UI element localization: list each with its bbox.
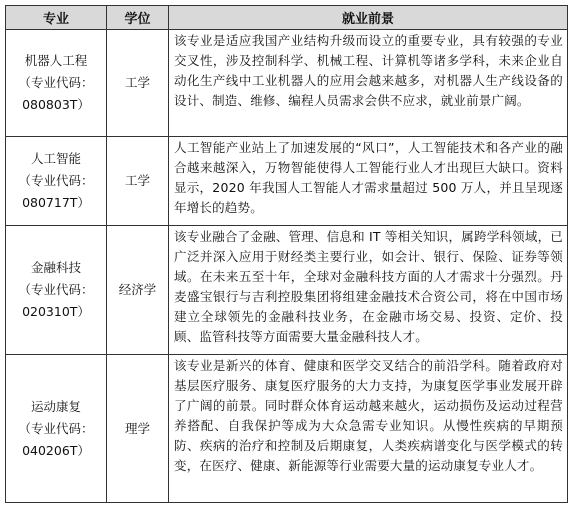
major-name: 运动康复 (30, 398, 81, 414)
major-code: 020310T） (22, 304, 90, 319)
table-row (6, 137, 568, 226)
header-degree: 学位 (107, 6, 169, 30)
table-row (6, 355, 568, 503)
table-row (6, 30, 568, 137)
major-code-label: （专业代码： (18, 75, 94, 90)
header-outlook: 就业前景 (169, 6, 568, 30)
degree-cell: 理学 (107, 355, 169, 503)
major-cell (6, 355, 107, 503)
major-code: 080803T） (22, 97, 90, 112)
major-code: 040206T） (22, 442, 90, 458)
majors-table (5, 5, 568, 503)
major-cell (6, 30, 107, 137)
major-code-label: （专业代码： (18, 173, 94, 188)
header-major: 专业 (6, 6, 107, 30)
outlook-cell: 该专业融合了金融、管理、信息和 IT 等相关知识，属跨学科领域，已广泛并深入应用于财经类主要行业，如会计、银行、保险、证券等领域。在未来五至十年，全球对金融科技方面的人才需求十分强烈。丹麦盛宝银行与吉利控股集团将组建金融技术合资公司，将在中国市场建立全球领先的金融科技业务，在金融市场交易、投资、定价、投顾、监管科技等方面需要大量金融科技人才。 (169, 226, 568, 355)
major-code-label: （专业代码： (18, 282, 94, 297)
major-code-label: （专业代码： (18, 420, 94, 436)
outlook-cell: 该专业是适应我国产业结构升级而设立的重要专业，具有较强的专业交叉性，涉及控制科学、机械工程、计算机等诸多学科，未来企业自动化生产线中工业机器人的应用会越来越多，对机器人生产线设备的设计、制造、维修、编程人员需求会供不应求，就业前景广阔。 (169, 30, 568, 137)
major-name: 机器人工程 (24, 53, 88, 68)
outlook-cell: 该专业是新兴的体育、健康和医学交叉结合的前沿学科。随着政府对基层医疗服务、康复医疗服务的大力支持，为康复医学事业发展开辟了广阔的前景。同时群众体育运动越来越火，运动损伤及运动过程营养搭配、自我保护等成为大众急需专业知识。从慢性疾病的早期预防、疾病的治疗和控制及后期康复，人类疾病谱变化与医学模式的转变，在医疗、健康、新能源等行业需要大量的运动康复专业人才。 (169, 355, 568, 503)
table-row (6, 226, 568, 355)
outlook-cell: 人工智能产业站上了加速发展的“风口”，人工智能技术和各产业的融合越来越深入，万物智能使得人工智能行业人才出现巨大缺口。资料显示，2020 年我国人工智能人才需求量超过 500 万人，并且呈现逐年增长的趋势。 (169, 137, 568, 226)
major-code: 080717T） (22, 195, 90, 210)
degree-cell: 经济学 (107, 226, 169, 355)
degree-cell: 工学 (107, 137, 169, 226)
major-name: 人工智能 (30, 151, 81, 166)
degree-cell: 工学 (107, 30, 169, 137)
major-name: 金融科技 (30, 260, 81, 275)
major-cell (6, 226, 107, 355)
major-cell (6, 137, 107, 226)
header-row (6, 6, 568, 30)
